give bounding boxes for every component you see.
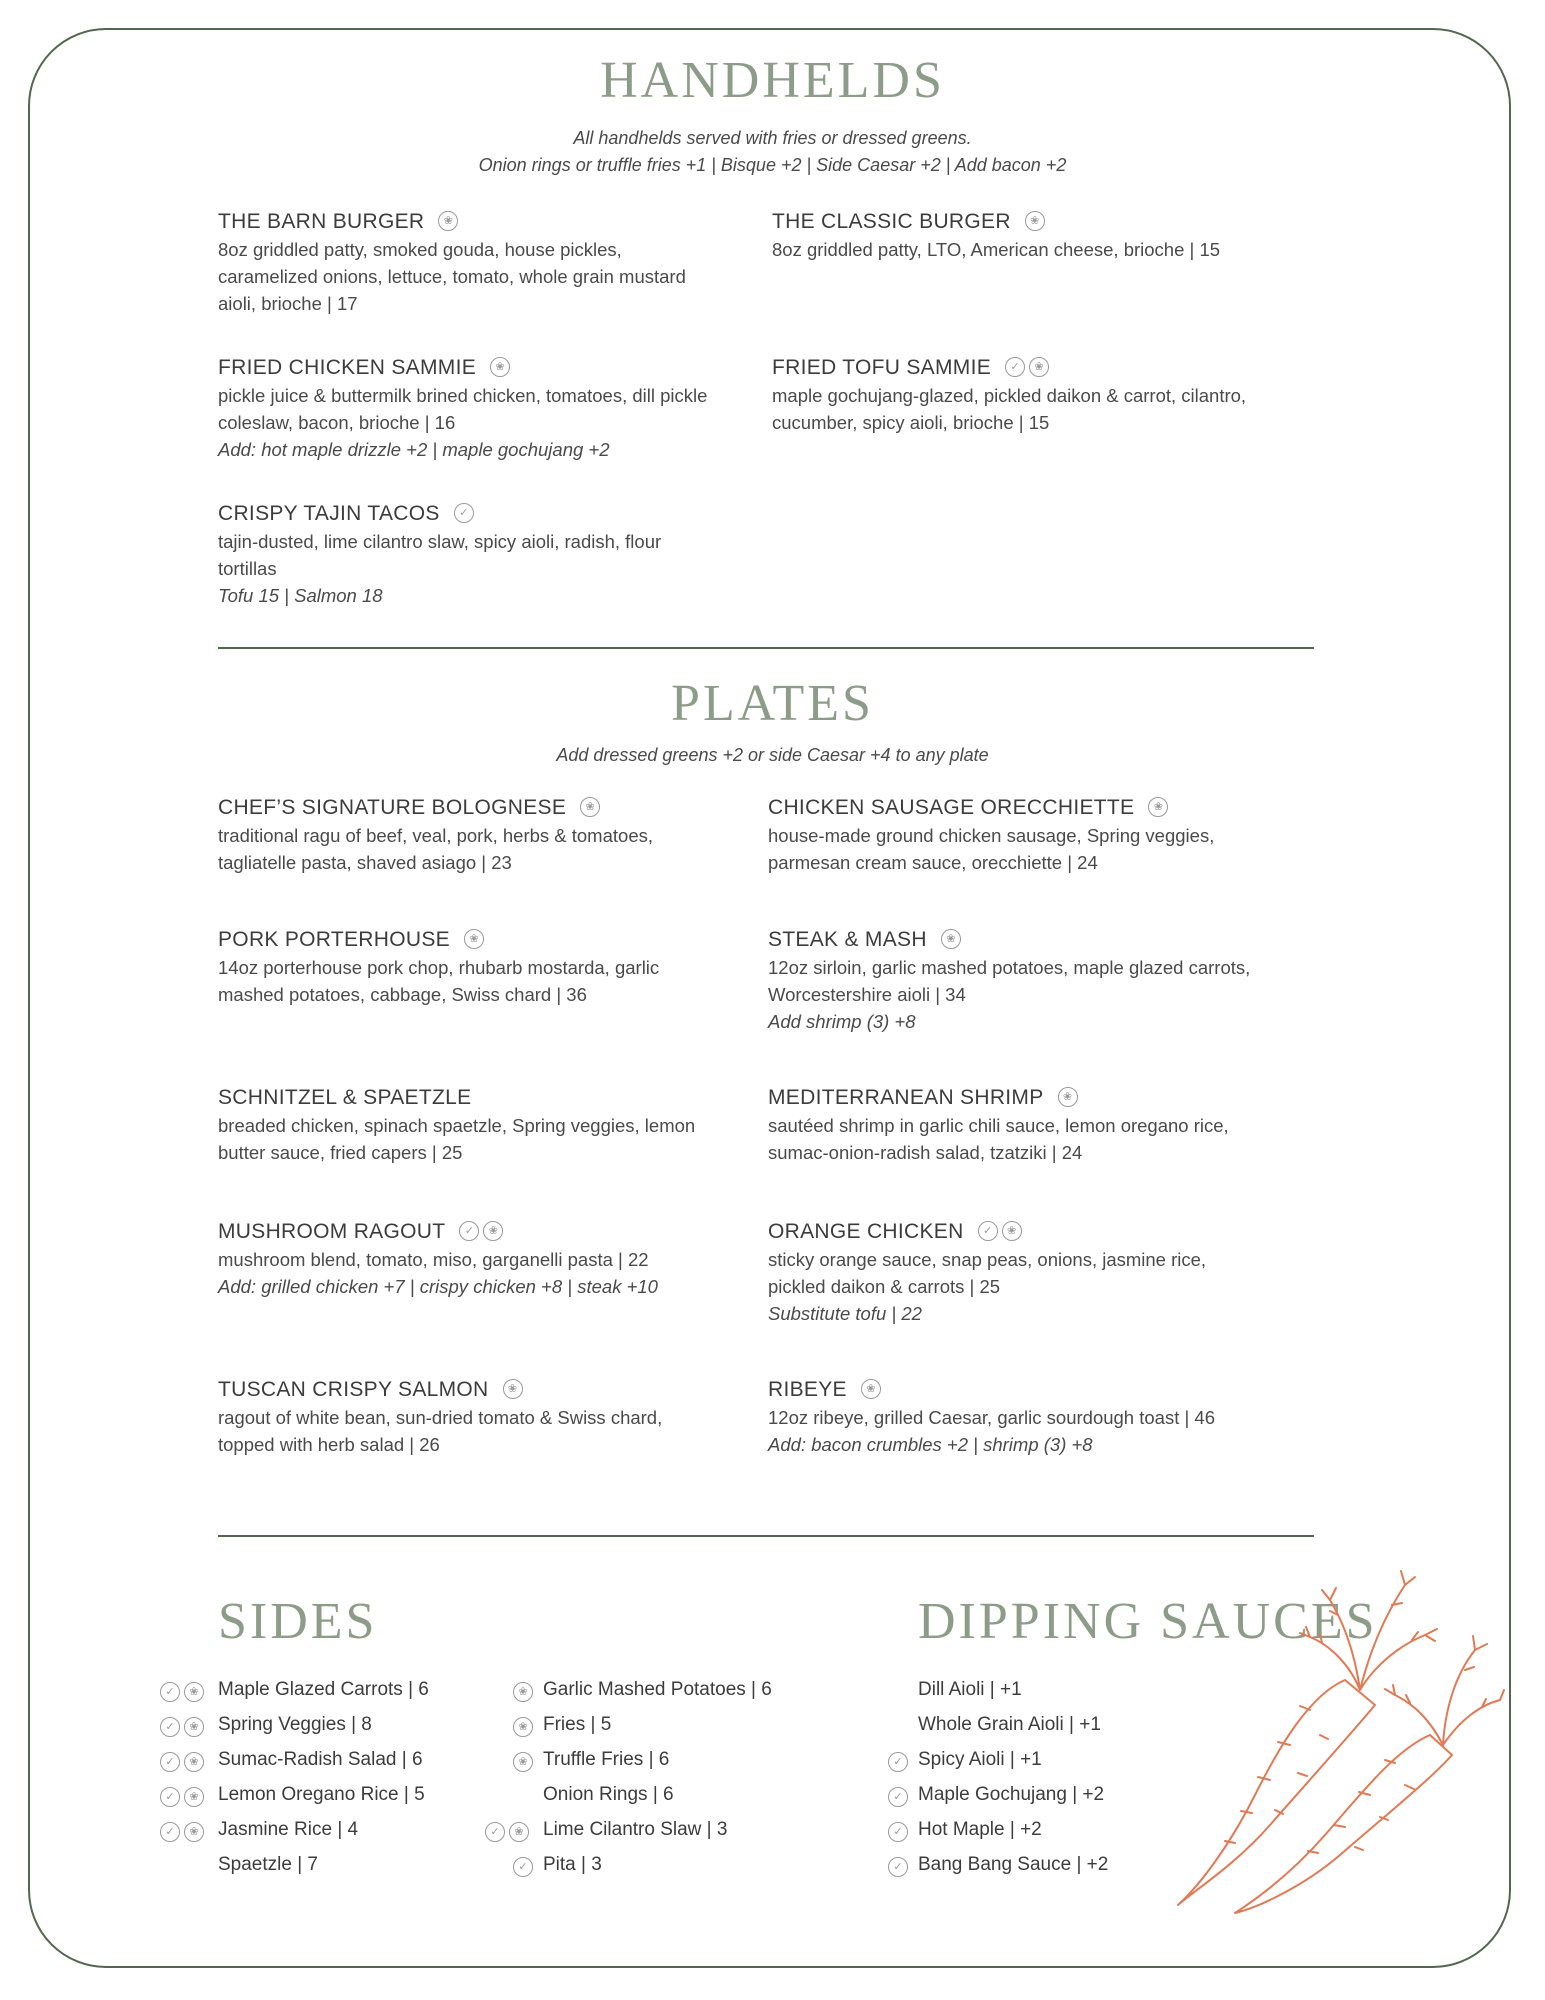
item-name: PORK PORTERHOUSE [218, 928, 450, 951]
menu-item-steak-and-mash [768, 926, 1268, 1035]
side-item [165, 1712, 372, 1738]
menu-item-bolognese [218, 794, 718, 876]
sauce-label: Whole Grain Aioli | +1 [918, 1714, 1101, 1735]
vegan-check-icon: ✓ [888, 1857, 908, 1877]
sauce-item [893, 1852, 1109, 1878]
section-divider [218, 647, 1314, 649]
wheat-icon: ❀ [490, 357, 510, 377]
item-description: sautéed shrimp in garlic chili sauce, lemon oregano rice, sumac-onion-radish salad, tzatziki | 24 [768, 1115, 1229, 1163]
wheat-icon: ❀ [184, 1822, 204, 1842]
vegan-check-icon: ✓ [160, 1787, 180, 1807]
wheat-icon: ❀ [861, 1379, 881, 1399]
sauce-item [893, 1747, 1042, 1773]
item-name: FRIED TOFU SAMMIE [772, 356, 992, 379]
sauce-item [918, 1712, 1101, 1738]
side-item [218, 1852, 318, 1878]
item-description: house-made ground chicken sausage, Spring veggies, parmesan cream sauce, orecchiette | 24 [768, 825, 1215, 873]
sauce-label: Maple Gochujang | +2 [918, 1784, 1105, 1805]
item-addon: Substitute tofu | 22 [768, 1303, 922, 1324]
wheat-icon: ❀ [513, 1682, 533, 1702]
wheat-icon: ❀ [1148, 797, 1168, 817]
side-label: Lemon Oregano Rice | 5 [218, 1784, 425, 1805]
side-label: Garlic Mashed Potatoes | 6 [543, 1679, 772, 1700]
section-divider [218, 1535, 1314, 1537]
carrot-body [1235, 1735, 1452, 1913]
item-description: maple gochujang-glazed, pickled daikon & carrot, cilantro, cucumber, spicy aioli, brioche | 15 [772, 385, 1247, 433]
side-label: Jasmine Rice | 4 [218, 1819, 359, 1840]
wheat-icon: ❀ [580, 797, 600, 817]
side-item [165, 1782, 425, 1808]
handhelds-note-2: Onion rings or truffle fries +1 | Bisque +2 | Side Caesar +2 | Add bacon +2 [478, 155, 1067, 175]
item-name: MUSHROOM RAGOUT [218, 1220, 446, 1243]
sauce-label: Dill Aioli | +1 [918, 1679, 1022, 1700]
item-name: ORANGE CHICKEN [768, 1220, 964, 1243]
wheat-icon: ❀ [184, 1682, 204, 1702]
item-description: breaded chicken, spinach spaetzle, Spring veggies, lemon butter sauce, fried capers | 25 [218, 1115, 696, 1163]
side-label: Spring Veggies | 8 [218, 1714, 372, 1735]
item-name: CRISPY TAJIN TACOS [218, 502, 440, 525]
item-name: RIBEYE [768, 1378, 847, 1401]
vegan-check-icon: ✓ [454, 503, 474, 523]
carrot-illustration [1160, 1545, 1505, 1920]
side-label: Truffle Fries | 6 [543, 1749, 670, 1770]
side-label: Fries | 5 [543, 1714, 612, 1735]
menu-item-pork-porterhouse [218, 926, 718, 1008]
wheat-icon: ❀ [941, 929, 961, 949]
menu-item-crispy-tajin-tacos [218, 500, 718, 609]
wheat-icon: ❀ [464, 929, 484, 949]
side-item [165, 1817, 359, 1843]
side-label: Pita | 3 [543, 1854, 602, 1875]
item-description: mushroom blend, tomato, miso, garganelli pasta | 22 [218, 1249, 649, 1270]
wheat-icon: ❀ [503, 1379, 523, 1399]
menu-item-ribeye [768, 1376, 1268, 1458]
menu-item-fried-tofu-sammie [772, 354, 1272, 436]
handhelds-title: HANDHELDS [600, 52, 945, 109]
side-label: Onion Rings | 6 [543, 1784, 674, 1805]
wheat-icon: ❀ [1002, 1221, 1022, 1241]
item-name: THE BARN BURGER [218, 210, 425, 233]
item-addon: Add: bacon crumbles +2 | shrimp (3) +8 [768, 1434, 1093, 1455]
item-name: CHEF’S SIGNATURE BOLOGNESE [218, 796, 567, 819]
wheat-icon: ❀ [483, 1221, 503, 1241]
item-addon: Tofu 15 | Salmon 18 [218, 585, 383, 606]
sauce-item [918, 1677, 1022, 1703]
vegan-check-icon: ✓ [485, 1822, 505, 1842]
vegan-check-icon: ✓ [459, 1221, 479, 1241]
item-description: 12oz ribeye, grilled Caesar, garlic sourdough toast | 46 [768, 1407, 1216, 1428]
menu-item-orecchiette [768, 794, 1268, 876]
vegan-check-icon: ✓ [513, 1857, 533, 1877]
side-item [490, 1817, 728, 1843]
side-item [543, 1782, 674, 1808]
item-addon: Add: hot maple drizzle +2 | maple gochujang +2 [218, 439, 610, 460]
vegan-check-icon: ✓ [1005, 357, 1025, 377]
sides-title: SIDES [218, 1593, 378, 1650]
item-name: STEAK & MASH [768, 928, 927, 951]
menu-item-mediterranean-shrimp [768, 1084, 1268, 1166]
wheat-icon: ❀ [184, 1717, 204, 1737]
item-description: 12oz sirloin, garlic mashed potatoes, maple glazed carrots, Worcestershire aioli | 34 [768, 957, 1251, 1005]
wheat-icon: ❀ [184, 1787, 204, 1807]
item-description: 8oz griddled patty, smoked gouda, house pickles, caramelized onions, lettuce, tomato, whole grain mustard aioli, brioche | 17 [218, 239, 686, 314]
menu-item-fried-chicken-sammie [218, 354, 718, 463]
side-item [165, 1747, 423, 1773]
item-addon: Add shrimp (3) +8 [768, 1011, 916, 1032]
item-addon: Add: grilled chicken +7 | crispy chicken +8 | steak +10 [218, 1276, 658, 1297]
side-label: Maple Glazed Carrots | 6 [218, 1679, 429, 1700]
vegan-check-icon: ✓ [160, 1717, 180, 1737]
item-name: CHICKEN SAUSAGE ORECCHIETTE [768, 796, 1135, 819]
side-item [518, 1712, 612, 1738]
carrot-body [1178, 1680, 1375, 1905]
sauce-label: Hot Maple | +2 [918, 1819, 1042, 1840]
handhelds-note-1: All handhelds served with fries or dressed greens. [573, 128, 972, 148]
item-description: 8oz griddled patty, LTO, American cheese, brioche | 15 [772, 239, 1221, 260]
item-name: TUSCAN CRISPY SALMON [218, 1378, 489, 1401]
item-name: FRIED CHICKEN SAMMIE [218, 356, 477, 379]
menu-item-barn-burger [218, 208, 718, 317]
sauce-label: Spicy Aioli | +1 [918, 1749, 1042, 1770]
vegan-check-icon: ✓ [888, 1822, 908, 1842]
sauce-item [893, 1782, 1105, 1808]
item-description: sticky orange sauce, snap peas, onions, jasmine rice, pickled daikon & carrots | 25 [768, 1249, 1207, 1297]
wheat-icon: ❀ [1058, 1087, 1078, 1107]
item-description: 14oz porterhouse pork chop, rhubarb mostarda, garlic mashed potatoes, cabbage, Swiss chard | 36 [218, 957, 660, 1005]
item-name: THE CLASSIC BURGER [772, 210, 1011, 233]
wheat-icon: ❀ [513, 1752, 533, 1772]
item-description: ragout of white bean, sun-dried tomato & Swiss chard, topped with herb salad | 26 [218, 1407, 663, 1455]
side-label: Lime Cilantro Slaw | 3 [543, 1819, 728, 1840]
plates-note: Add dressed greens +2 or side Caesar +4 to any plate [556, 745, 989, 765]
plates-title: PLATES [671, 675, 874, 732]
side-item [518, 1747, 670, 1773]
item-description: tajin-dusted, lime cilantro slaw, spicy aioli, radish, flour tortillas [218, 531, 662, 579]
side-item [518, 1852, 602, 1878]
menu-item-mushroom-ragout [218, 1218, 718, 1300]
menu-item-classic-burger [772, 208, 1272, 263]
item-description: pickle juice & buttermilk brined chicken, tomatoes, dill pickle coleslaw, bacon, brioche | 16 [218, 385, 708, 433]
vegan-check-icon: ✓ [160, 1822, 180, 1842]
item-description: traditional ragu of beef, veal, pork, herbs & tomatoes, tagliatelle pasta, shaved asiago | 23 [218, 825, 653, 873]
wheat-icon: ❀ [184, 1752, 204, 1772]
menu-item-schnitzel [218, 1084, 718, 1166]
side-label: Sumac-Radish Salad | 6 [218, 1749, 423, 1770]
item-name: MEDITERRANEAN SHRIMP [768, 1086, 1044, 1109]
item-name: SCHNITZEL & SPAETZLE [218, 1086, 472, 1109]
vegan-check-icon: ✓ [888, 1752, 908, 1772]
vegan-check-icon: ✓ [160, 1682, 180, 1702]
side-item [165, 1677, 429, 1703]
wheat-icon: ❀ [1029, 357, 1049, 377]
menu-item-orange-chicken [768, 1218, 1268, 1327]
side-item [518, 1677, 772, 1703]
dipping-sauces-title: DIPPING SAUCES [918, 1593, 1378, 1650]
side-label: Spaetzle | 7 [218, 1854, 319, 1875]
sauce-item [893, 1817, 1042, 1843]
vegan-check-icon: ✓ [978, 1221, 998, 1241]
wheat-icon: ❀ [1025, 211, 1045, 231]
wheat-icon: ❀ [509, 1822, 529, 1842]
vegan-check-icon: ✓ [160, 1752, 180, 1772]
wheat-icon: ❀ [513, 1717, 533, 1737]
menu-item-tuscan-salmon [218, 1376, 718, 1458]
vegan-check-icon: ✓ [888, 1787, 908, 1807]
wheat-icon: ❀ [438, 211, 458, 231]
sauce-label: Bang Bang Sauce | +2 [918, 1854, 1109, 1875]
